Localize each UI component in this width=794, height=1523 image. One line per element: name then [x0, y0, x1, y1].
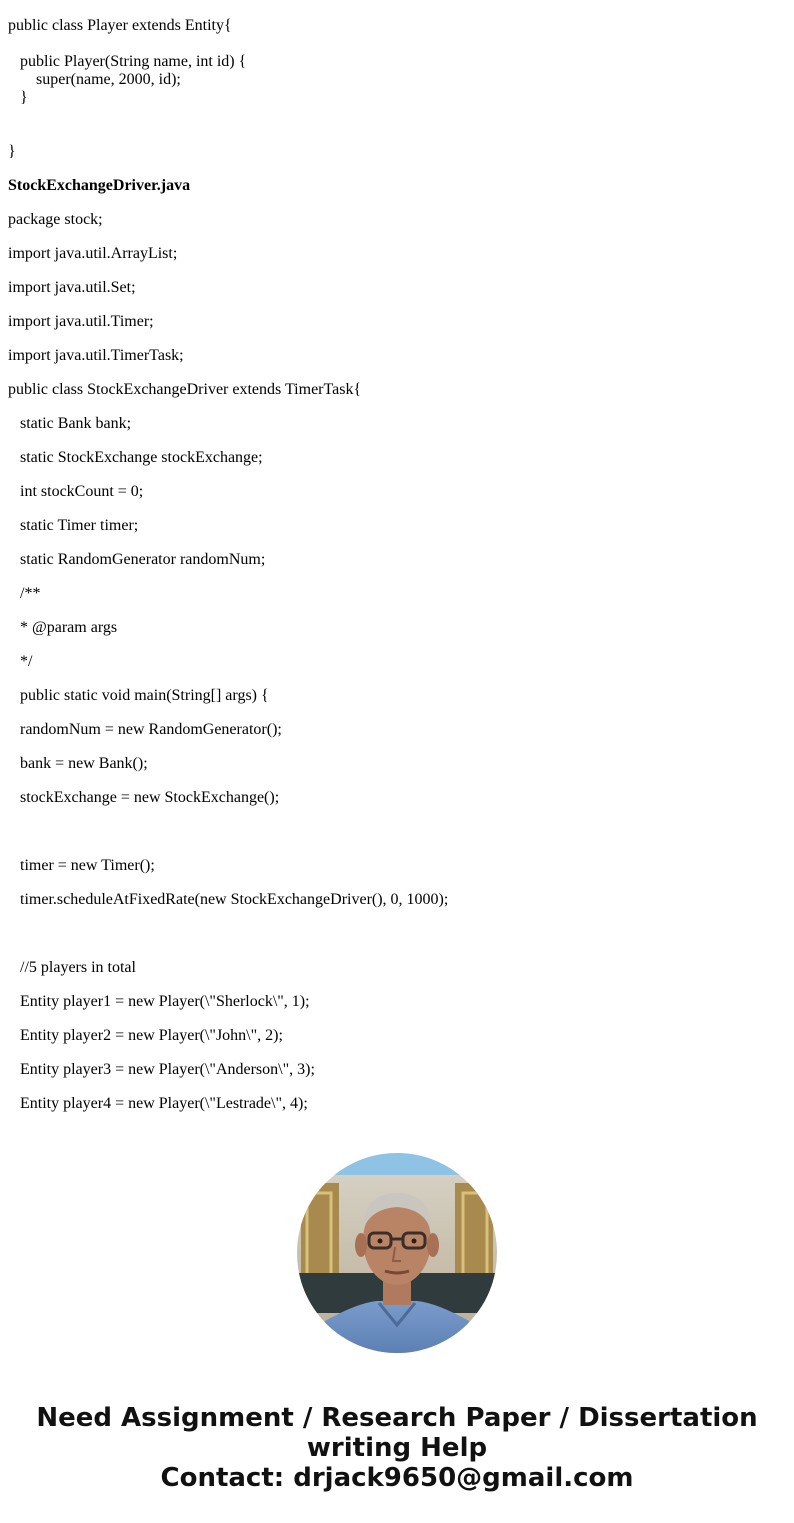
code-line-player4: Entity player4 = new Player(\"Lestrade\", 4); — [20, 1095, 308, 1112]
code-line-field-bank: static Bank bank; — [20, 415, 132, 432]
code-line-super-call: super(name, 2000, id); — [36, 71, 181, 88]
code-line-field-timer: static Timer timer; — [20, 517, 139, 534]
code-line-import-timer: import java.util.Timer; — [8, 313, 154, 330]
banner-contact-line: Contact: drjack9650@gmail.com — [160, 1463, 634, 1493]
code-line-import-arraylist: import java.util.ArrayList; — [8, 245, 178, 262]
code-line-class-close: } — [8, 143, 16, 160]
code-line-doc-param: * @param args — [20, 619, 118, 636]
code-line-field-stock-count: int stockCount = 0; — [20, 483, 144, 500]
code-line-assign-stock-exchange: stockExchange = new StockExchange(); — [20, 789, 280, 806]
banner-line-2: writing Help — [306, 1433, 488, 1463]
banner-line-1: Need Assignment / Research Paper / Dissertation — [36, 1403, 758, 1433]
code-line-assign-timer: timer = new Timer(); — [20, 857, 155, 874]
author-avatar — [297, 1153, 497, 1353]
avatar-portrait — [297, 1153, 497, 1353]
code-line-driver-class: public class StockExchangeDriver extends TimerTask{ — [8, 381, 362, 398]
code-line-player-ctor: public Player(String name, int id) { — [20, 53, 247, 70]
code-line-package: package stock; — [8, 211, 103, 228]
code-line-doc-open: /** — [20, 585, 41, 602]
code-line-comment-players: //5 players in total — [20, 959, 136, 976]
code-line-player3: Entity player3 = new Player(\"Anderson\", 3); — [20, 1061, 315, 1078]
code-line-doc-close: */ — [20, 653, 33, 670]
code-line-field-random: static RandomGenerator randomNum; — [20, 551, 266, 568]
contact-banner — [0, 1403, 794, 1493]
code-line-import-timertask: import java.util.TimerTask; — [8, 347, 184, 364]
code-line-player-class: public class Player extends Entity{ — [8, 17, 232, 34]
code-line-import-set: import java.util.Set; — [8, 279, 136, 296]
file-heading: StockExchangeDriver.java — [8, 177, 191, 194]
code-line-assign-random: randomNum = new RandomGenerator(); — [20, 721, 282, 738]
code-line-field-stock-exchange: static StockExchange stockExchange; — [20, 449, 263, 466]
code-line-schedule: timer.scheduleAtFixedRate(new StockExchangeDriver(), 0, 1000); — [20, 891, 449, 908]
code-line-player2: Entity player2 = new Player(\"John\", 2); — [20, 1027, 283, 1044]
code-line-player1: Entity player1 = new Player(\"Sherlock\", 1); — [20, 993, 310, 1010]
code-line-assign-bank: bank = new Bank(); — [20, 755, 148, 772]
code-line-main-decl: public static void main(String[] args) { — [20, 687, 269, 704]
code-line-ctor-close: } — [20, 89, 28, 106]
